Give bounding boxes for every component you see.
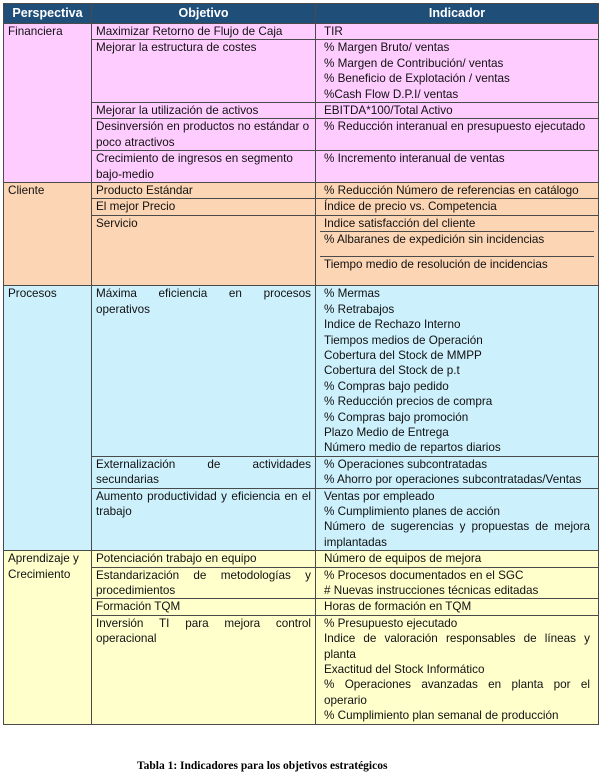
- indicador-cell: [316, 551, 599, 567]
- table-row: [4, 567, 599, 599]
- indicador-cell: [316, 599, 599, 615]
- indicador-item: Número de equipos de mejora: [324, 552, 482, 566]
- indicador-item: Tiempo medio de resolución de incidencias: [324, 258, 548, 272]
- objetivo-cell: El mejor Precio: [92, 199, 316, 215]
- indicador-item: EBITDA*100/Total Activo: [324, 104, 453, 118]
- objetivo-cell: Formación TQM: [92, 599, 316, 615]
- perspectiva-cell: Procesos: [4, 286, 92, 551]
- table-row: [4, 286, 599, 456]
- indicador-cell: [316, 24, 599, 40]
- indicador-item: Índice de precio vs. Competencia: [324, 200, 497, 214]
- table-row: [4, 615, 599, 724]
- table-row: [4, 488, 599, 551]
- header-objetivo: Objetivo: [92, 4, 316, 24]
- objetivo-cell: Externalización de actividades secundarias: [92, 456, 316, 488]
- indicador-item: % Cumplimiento planes de acción: [324, 504, 501, 518]
- indicador-item: Horas de formación en TQM: [324, 600, 472, 614]
- table-header-row: [4, 4, 599, 24]
- indicators-table-wrapper: [3, 3, 598, 725]
- table-body: [4, 24, 599, 725]
- indicador-item: Cobertura del Stock de p.t: [324, 364, 460, 378]
- objetivo-cell: Desinversión en productos no estándar o poco atractivos: [92, 119, 316, 151]
- objetivo-cell: Mejorar la utilización de activos: [92, 103, 316, 119]
- indicador-item: Indice satisfacción del cliente: [320, 216, 594, 232]
- indicador-item: % Mermas: [324, 287, 380, 301]
- indicador-cell: [316, 456, 599, 488]
- indicador-item: % Compras bajo promoción: [324, 410, 469, 424]
- indicador-item: % Beneficio de Explotación / ventas: [324, 72, 510, 86]
- indicador-item: % Procesos documentados en el SGC: [324, 568, 524, 582]
- perspectiva-cell: Cliente: [4, 183, 92, 286]
- indicators-table: [3, 3, 599, 725]
- objetivo-cell: Crecimiento de ingresos en segmento bajo-medio: [92, 151, 316, 183]
- indicador-cell: [316, 215, 599, 285]
- indicador-cell: [316, 567, 599, 599]
- indicador-item: % Cumplimiento plan semanal de producción: [324, 709, 559, 723]
- indicador-item: TIR: [324, 25, 343, 38]
- indicador-item: % Presupuesto ejecutado: [324, 616, 458, 630]
- indicador-item: % Retrabajos: [324, 302, 395, 316]
- header-indicador: Indicador: [316, 4, 599, 24]
- table-row: [4, 599, 599, 615]
- indicador-item: Exactitud del Stock Informático: [324, 663, 485, 677]
- indicador-item: % Reducción Número de referencias en catálogo: [324, 184, 579, 198]
- table-row: [4, 215, 599, 285]
- objetivo-cell: Maximizar Retorno de Flujo de Caja: [92, 24, 316, 40]
- indicador-cell: [316, 40, 599, 103]
- table-row: [4, 151, 599, 183]
- objetivo-cell: Estandarización de metodologías y procedimientos: [92, 567, 316, 599]
- indicador-cell: [316, 151, 599, 183]
- table-row: [4, 103, 599, 119]
- table-row: [4, 40, 599, 103]
- indicador-cell: [316, 103, 599, 119]
- indicador-item: Indice de valoración responsables de líneas y planta: [324, 632, 590, 661]
- indicador-item: % Margen Bruto/ ventas: [324, 41, 450, 55]
- indicador-item: % Ahorro por operaciones subcontratadas/Ventas: [324, 473, 582, 487]
- table-row: [4, 119, 599, 151]
- indicador-item: Número de sugerencias y propuestas de mejora implantadas: [324, 520, 590, 549]
- indicador-item: Ventas por empleado: [324, 489, 435, 503]
- perspectiva-cell: Aprendizaje y Crecimiento: [4, 551, 92, 724]
- indicador-item: # Nuevas instrucciones técnicas editadas: [324, 584, 539, 597]
- header-perspectiva: Perspectiva: [4, 4, 92, 24]
- perspectiva-cell: Financiera: [4, 24, 92, 183]
- table-row: [4, 199, 599, 215]
- objetivo-cell: Aumento productividad y eficiencia en el trabajo: [92, 488, 316, 551]
- objetivo-cell: Inversión TI para mejora control operacional: [92, 615, 316, 724]
- indicador-cell: [316, 199, 599, 215]
- indicador-item: % Operaciones avanzadas en planta por el operario: [324, 678, 590, 707]
- objetivo-cell: Máxima eficiencia en procesos operativos: [92, 286, 316, 456]
- indicador-item: % Albaranes de expedición sin incidencias: [320, 232, 594, 257]
- indicador-item: % Reducción interanual en presupuesto ejecutado: [324, 120, 586, 134]
- indicador-item: % Margen de Contribución/ ventas: [324, 56, 504, 70]
- indicador-item: %Cash Flow D.P.I/ ventas: [324, 87, 459, 101]
- indicador-item: Cobertura del Stock de MMPP: [324, 348, 482, 362]
- indicador-item: % Reducción precios de compra: [324, 395, 493, 409]
- indicador-cell: [316, 488, 599, 551]
- indicador-item: % Incremento interanual de ventas: [324, 152, 505, 166]
- indicador-cell: [316, 119, 599, 151]
- objetivo-cell: Mejorar la estructura de costes: [92, 40, 316, 103]
- table-row: [4, 551, 599, 567]
- objetivo-cell: Producto Estándar: [92, 183, 316, 199]
- indicador-item: Número medio de repartos diarios: [324, 441, 501, 455]
- indicador-item: Indice de Rechazo Interno: [324, 318, 461, 332]
- table-row: [4, 456, 599, 488]
- indicador-item: % Operaciones subcontratadas: [324, 457, 488, 471]
- indicador-item: Plazo Medio de Entrega: [324, 425, 449, 439]
- indicador-item: % Compras bajo pedido: [324, 379, 449, 393]
- indicador-cell: [316, 615, 599, 724]
- indicador-item: Tiempos medios de Operación: [324, 333, 483, 347]
- objetivo-cell: Servicio: [92, 215, 316, 285]
- indicador-cell: [316, 286, 599, 456]
- table-caption: Tabla 1: Indicadores para los objetivos estratégicos: [137, 760, 388, 772]
- table-row: [4, 24, 599, 40]
- table-row: [4, 183, 599, 199]
- objetivo-cell: Potenciación trabajo en equipo: [92, 551, 316, 567]
- indicador-cell: [316, 183, 599, 199]
